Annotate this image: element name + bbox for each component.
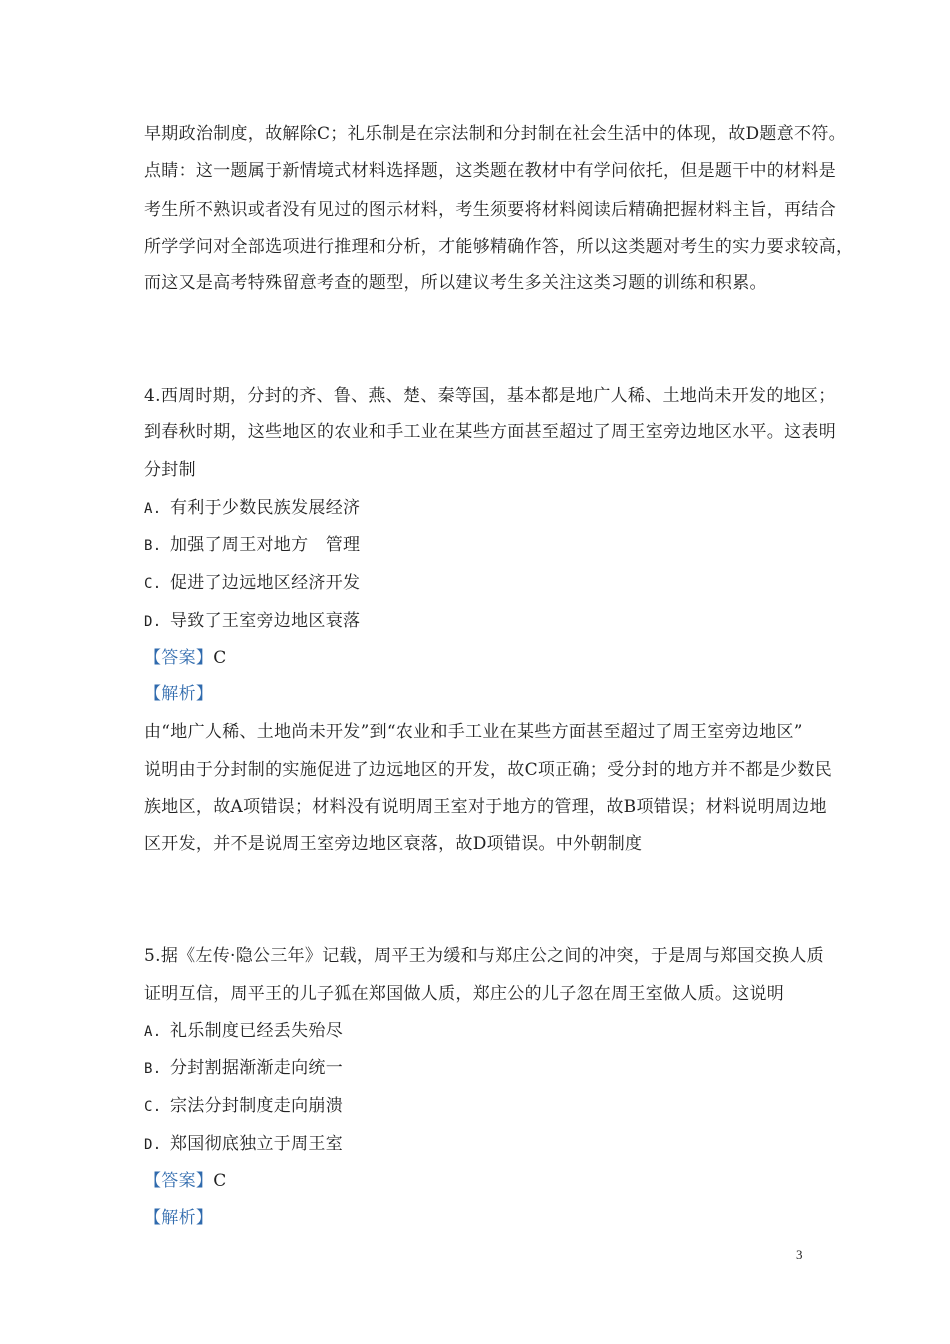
option-text: 有利于少数民族发展经济 xyxy=(170,498,361,518)
option-text: 分封割据渐渐走向统一 xyxy=(170,1058,343,1078)
option-a xyxy=(144,1021,343,1042)
option-text: 郑国彻底独立于周王室 xyxy=(170,1134,343,1154)
option-letter: C. xyxy=(144,576,162,592)
option-b xyxy=(144,1058,343,1079)
option-letter: D. xyxy=(144,1137,162,1153)
question-stem-line: 5.据《左传·隐公三年》记载，周平王为缓和与郑庄公之间的冲突，于是周与郑国交换人质 xyxy=(144,946,824,966)
analysis-line: 区开发，并不是说周王室旁边地区衰落，故D项错误。中外朝制度 xyxy=(144,834,643,854)
answer-tag: 【答案】 xyxy=(144,1171,214,1191)
paragraph-line: 早期政治制度，故解除C；礼乐制是在宗法制和分封制在社会生活中的体现，故D题意不符。 xyxy=(144,124,846,144)
option-letter: A. xyxy=(144,1024,162,1040)
answer-line xyxy=(144,648,227,668)
analysis-tag: 【解析】 xyxy=(144,684,214,704)
analysis-heading xyxy=(144,684,213,704)
answer-value: C xyxy=(213,1171,227,1191)
question-stem-line: 到春秋时期，这些地区的农业和手工业在某些方面甚至超过了周王室旁边地区水平。这表明 xyxy=(144,422,836,442)
option-text: 礼乐制度已经丢失殆尽 xyxy=(170,1021,343,1041)
option-letter: A. xyxy=(144,501,162,517)
question-stem-line: 4.西周时期，分封的齐、鲁、燕、楚、秦等国，基本都是地广人稀、土地尚未开发的地区； xyxy=(144,386,836,406)
analysis-heading xyxy=(144,1208,213,1228)
option-d xyxy=(144,611,360,632)
analysis-line: 说明由于分封制的实施促进了边远地区的开发，故C项正确；受分封的地方并不都是少数民 xyxy=(144,760,833,780)
option-letter: D. xyxy=(144,614,162,630)
paragraph-line: 考生所不熟识或者没有见过的图示材料，考生须要将材料阅读后精确把握材料主旨，再结合 xyxy=(144,200,836,220)
option-c xyxy=(144,1096,343,1117)
paragraph-line: 所学学问对全部选项进行推理和分析，才能够精确作答，所以这类题对考生的实力要求较高， xyxy=(144,237,854,257)
paragraph-line: 点睛：这一题属于新情境式材料选择题，这类题在教材中有学问依托，但是题干中的材料是 xyxy=(144,161,836,181)
option-text: 导致了王室旁边地区衰落 xyxy=(170,611,361,631)
option-letter: C. xyxy=(144,1099,162,1115)
paragraph-line: 而这又是高考特殊留意考查的题型，所以建议考生多关注这类习题的训练和积累。 xyxy=(144,273,767,293)
option-c xyxy=(144,573,360,594)
analysis-line: 由“地广人稀、土地尚未开发”到“农业和手工业在某些方面甚至超过了周王室旁边地区” xyxy=(144,722,803,742)
analysis-line: 族地区，故A项错误；材料没有说明周王室对于地方的管理，故B项错误；材料说明周边地 xyxy=(144,797,827,817)
option-text: 宗法分封制度走向崩溃 xyxy=(170,1096,343,1116)
option-letter: B. xyxy=(144,538,162,554)
analysis-tag: 【解析】 xyxy=(144,1208,214,1228)
option-text: 加强了周王对地方 管理 xyxy=(170,535,361,555)
answer-line xyxy=(144,1171,227,1191)
question-stem-line: 分封制 xyxy=(144,460,196,480)
option-text: 促进了边远地区经济开发 xyxy=(170,573,361,593)
option-d xyxy=(144,1134,343,1155)
page-number: 3 xyxy=(796,1247,803,1262)
option-letter: B. xyxy=(144,1061,162,1077)
answer-tag: 【答案】 xyxy=(144,648,214,668)
option-a xyxy=(144,498,360,519)
answer-value: C xyxy=(213,648,227,668)
question-stem-line: 证明互信，周平王的儿子狐在郑国做人质，郑庄公的儿子忽在周王室做人质。这说明 xyxy=(144,984,785,1004)
option-b xyxy=(144,535,360,556)
